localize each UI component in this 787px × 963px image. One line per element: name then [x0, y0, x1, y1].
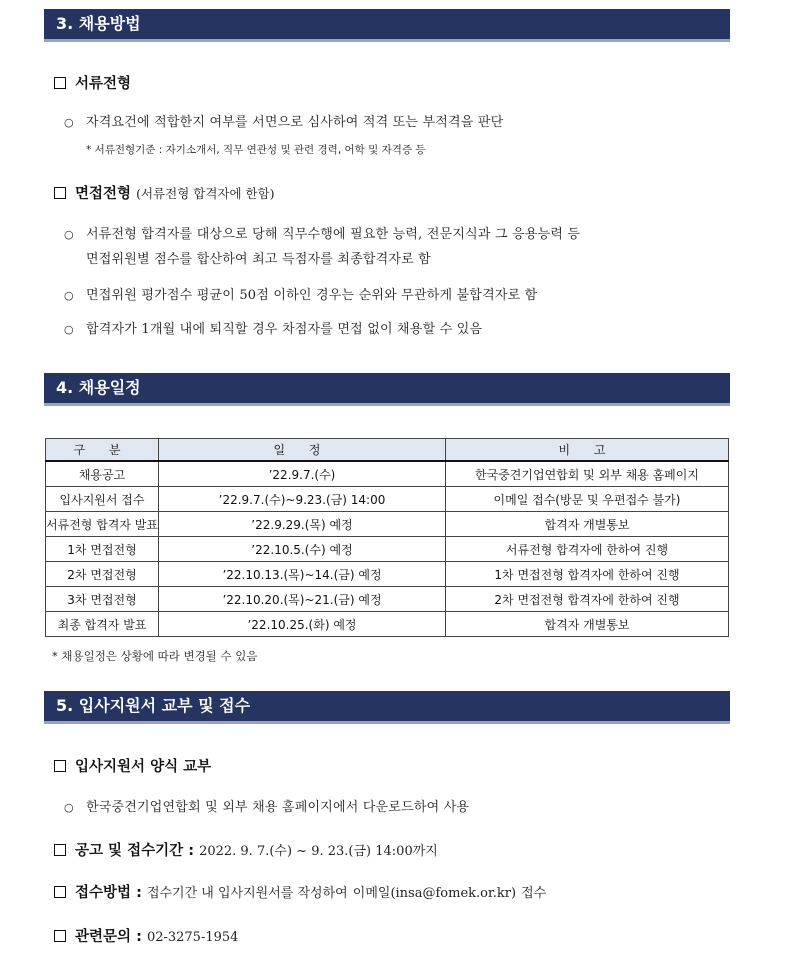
section-4-title: 4. 채용일정	[56, 378, 141, 397]
table-cell: ’22.9.7.(수)~9.23.(금) 14:00	[159, 487, 446, 512]
table-cell: 서류전형 합격자 발표	[46, 512, 159, 537]
section-4-header	[44, 373, 730, 406]
period-heading: 공고 및 접수기간 :	[75, 843, 194, 859]
table-row	[46, 461, 729, 487]
checkbox-square-icon	[54, 844, 66, 856]
section-5-header	[44, 691, 730, 724]
column-header: 일 정	[159, 439, 446, 462]
table-header-row	[46, 439, 729, 462]
schedule-table	[45, 438, 729, 637]
interview-bullet-3: ○ 합격자가 1개월 내에 퇴직할 경우 차점자를 면접 없이 채용할 수 있음	[64, 322, 483, 337]
schedule-note: * 채용일정은 상황에 따라 변경될 수 있음	[52, 649, 258, 663]
form-bullet: ○ 한국중견기업연합회 및 외부 채용 홈페이지에서 다운로드하여 사용	[64, 800, 470, 815]
table-cell: 2차 면접전형	[46, 562, 159, 587]
circle-bullet-icon: ○	[64, 116, 74, 129]
section-5-title: 5. 입사지원서 교부 및 접수	[56, 696, 251, 715]
method-line	[54, 881, 546, 902]
table-cell: ’22.10.25.(화) 예정	[159, 612, 446, 637]
period-value: 2022. 9. 7.(수) ~ 9. 23.(금) 14:00까지	[199, 844, 438, 859]
interview-bullet-1: ○ 서류전형 합격자를 대상으로 당해 직무수행에 필요한 능력, 전문지식과 그 응용능력 등 면접위원별 점수를 합산하여 최고 득점자를 최종합격자로 함	[64, 227, 581, 267]
interview-bullet-2: ○ 면접위원 평가점수 평균이 50점 이하인 경우는 순위와 무관하게 불합격자로 함	[64, 288, 538, 303]
table-cell: 서류전형 합격자에 한하여 진행	[446, 537, 729, 562]
table-cell: 1차 면접전형	[46, 537, 159, 562]
checkbox-square-icon	[54, 760, 66, 772]
contact-phone: 02-3275-1954	[146, 930, 239, 945]
doc-screening-criteria: * 서류전형기준 : 자기소개서, 직무 연관성 및 관련 경력, 어학 및 자격증 등	[86, 144, 426, 156]
table-cell: 이메일 접수(방문 및 우편접수 불가)	[446, 487, 729, 512]
form-heading: 입사지원서 양식 교부	[54, 755, 211, 776]
table-row	[46, 512, 729, 537]
table-cell: 최종 합격자 발표	[46, 612, 159, 637]
method-heading: 접수방법 :	[75, 885, 142, 901]
table-cell: ’22.10.13.(목)~14.(금) 예정	[159, 562, 446, 587]
method-value: 접수기간 내 입사지원서를 작성하여	[146, 886, 348, 901]
circle-bullet-icon: ○	[64, 289, 74, 302]
period-line	[54, 839, 438, 860]
table-cell: 채용공고	[46, 461, 159, 487]
section-3-header	[44, 9, 730, 42]
column-header: 구 분	[46, 439, 159, 462]
table-cell: 2차 면접전형 합격자에 한하여 진행	[446, 587, 729, 612]
table-row	[46, 487, 729, 512]
table-cell: 3차 면접전형	[46, 587, 159, 612]
checkbox-square-icon	[54, 77, 66, 89]
interview-heading: 면접전형 (서류전형 합격자에 한함)	[54, 182, 275, 203]
table-cell: 1차 면접전형 합격자에 한하여 진행	[446, 562, 729, 587]
table-row	[46, 587, 729, 612]
table-cell: 합격자 개별통보	[446, 612, 729, 637]
circle-bullet-icon: ○	[64, 801, 74, 814]
table-row	[46, 612, 729, 637]
contact-line	[54, 925, 238, 946]
table-cell: 한국중견기업연합회 및 외부 채용 홈페이지	[446, 461, 729, 487]
method-value-end: 접수	[521, 886, 547, 901]
table-cell: 합격자 개별통보	[446, 512, 729, 537]
table-cell: 입사지원서 접수	[46, 487, 159, 512]
email-link[interactable]: 이메일(insa@fomek.or.kr)	[352, 886, 517, 901]
checkbox-square-icon	[54, 187, 66, 199]
table-row	[46, 537, 729, 562]
section-3-title: 3. 채용방법	[56, 14, 141, 33]
table-cell: ’22.10.20.(목)~21.(금) 예정	[159, 587, 446, 612]
interview-note: (서류전형 합격자에 한함)	[136, 186, 275, 201]
interview-bullet-1-continued: 면접위원별 점수를 합산하여 최고 득점자를 최종합격자로 함	[86, 252, 431, 267]
doc-screening-heading: 서류전형	[54, 72, 131, 93]
circle-bullet-icon: ○	[64, 228, 74, 241]
contact-heading: 관련문의 :	[75, 929, 142, 945]
checkbox-square-icon	[54, 930, 66, 942]
doc-screening-bullet: ○ 자격요건에 적합한지 여부를 서면으로 심사하여 적격 또는 부적격을 판단	[64, 115, 504, 130]
checkbox-square-icon	[54, 886, 66, 898]
table-row	[46, 562, 729, 587]
circle-bullet-icon: ○	[64, 323, 74, 336]
table-cell: ’22.9.29.(목) 예정	[159, 512, 446, 537]
table-cell: ’22.10.5.(수) 예정	[159, 537, 446, 562]
column-header: 비 고	[446, 439, 729, 462]
table-cell: ’22.9.7.(수)	[159, 461, 446, 487]
